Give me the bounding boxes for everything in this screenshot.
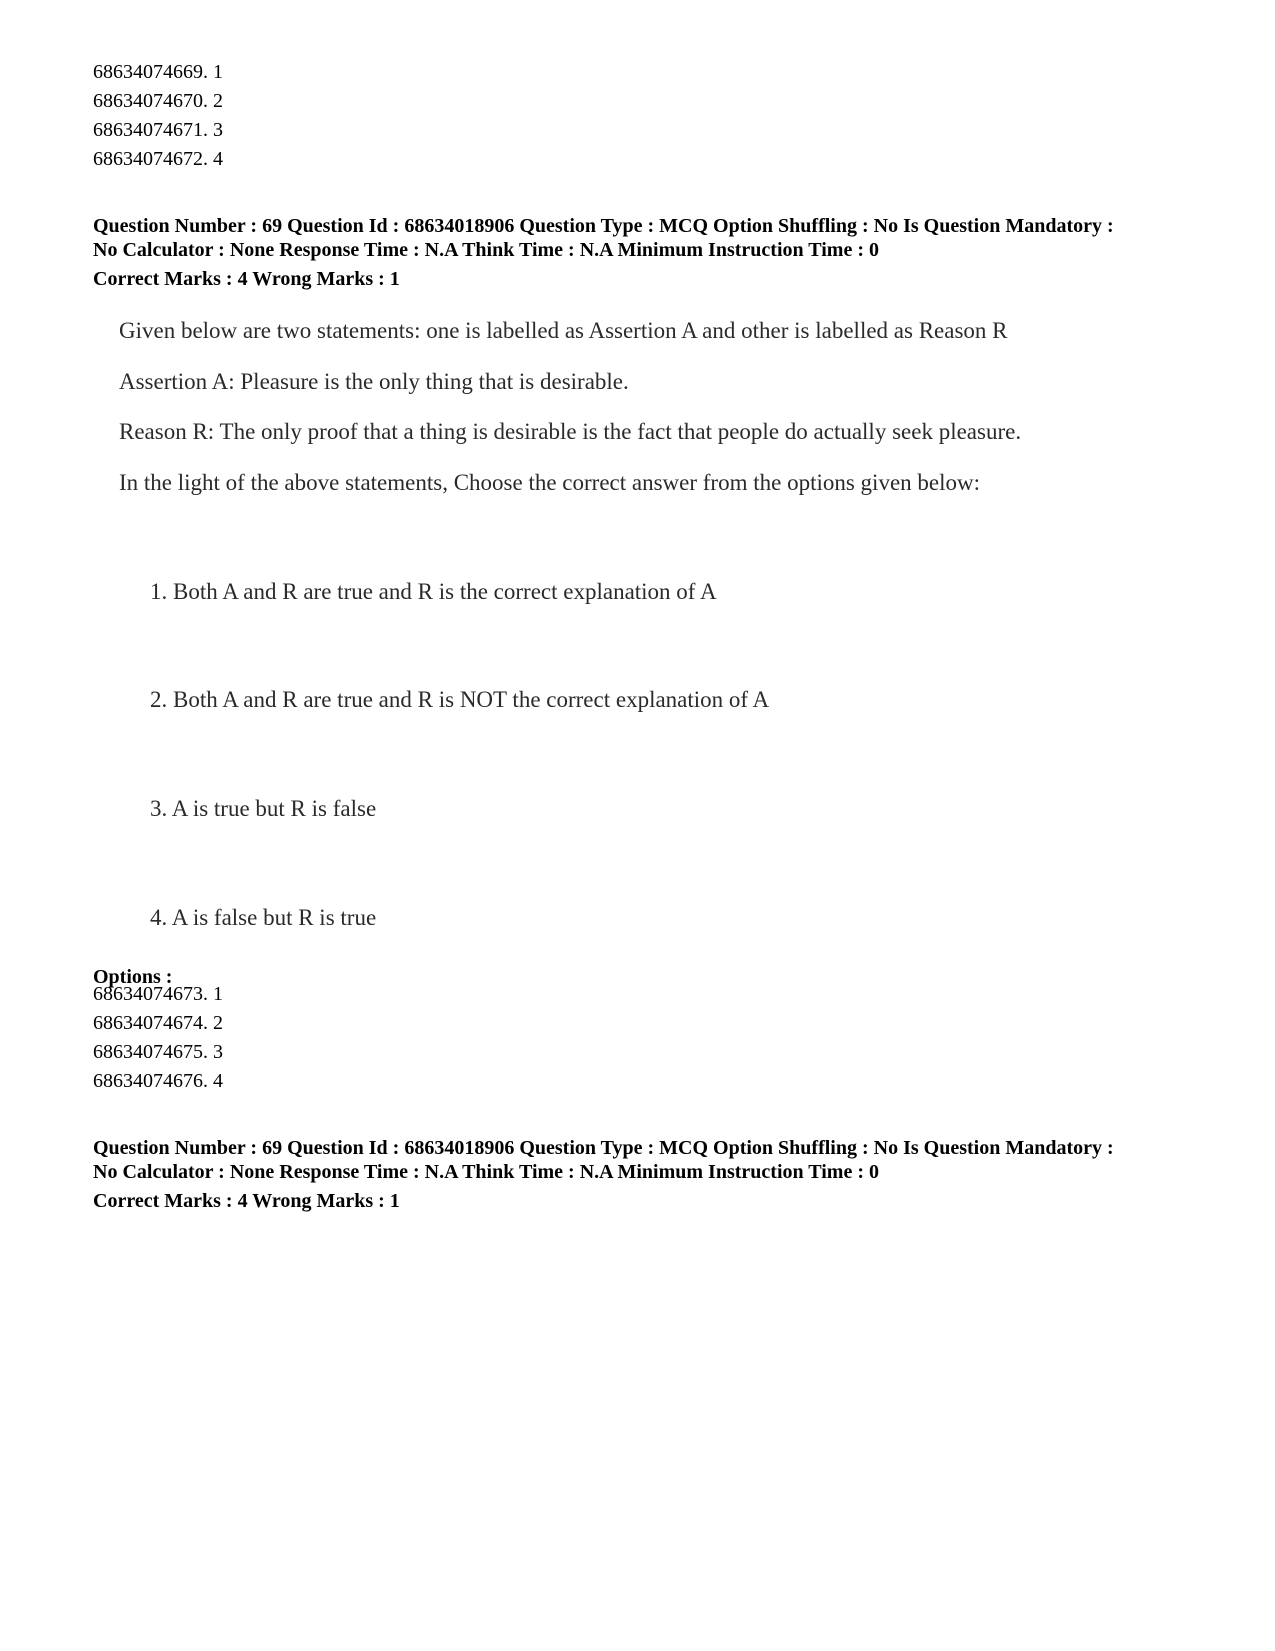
option-item: 68634074676. 4 [93,1070,223,1092]
option-item: 68634074673. 1 [93,983,223,1005]
option-item: 68634074675. 3 [93,1041,223,1063]
question-meta-line-1: Question Number : 69 Question Id : 68634018906 Question Type : MCQ Option Shuffling : No Is Question Mandatory : [93,215,1114,237]
question-instruction: In the light of the above statements, Choose the correct answer from the options given below: [119,470,980,495]
option-item: 68634074669. 1 [93,61,223,83]
answer-choice-3: 3. A is true but R is false [150,796,377,821]
question-marks: Correct Marks : 4 Wrong Marks : 1 [93,268,400,290]
options-list [93,980,223,1096]
question-intro: Given below are two statements: one is labelled as Assertion A and other is labelled as Reason R [119,318,1008,343]
question-meta-line-2: No Calculator : None Response Time : N.A Think Time : N.A Minimum Instruction Time : 0 [93,239,879,261]
reason-statement: Reason R: The only proof that a thing is desirable is the fact that people do actually seek pleasure. [119,419,1022,444]
option-item: 68634074671. 3 [93,119,223,141]
previous-options-list [93,58,223,174]
option-item: 68634074672. 4 [93,148,223,170]
options-label: Options : [93,966,173,988]
option-item: 68634074674. 2 [93,1012,223,1034]
next-question-marks: Correct Marks : 4 Wrong Marks : 1 [93,1190,400,1212]
next-question-meta-line-1: Question Number : 69 Question Id : 68634018906 Question Type : MCQ Option Shuffling : No Is Question Mandatory : [93,1137,1114,1159]
option-item: 68634074670. 2 [93,90,223,112]
question-metadata [93,214,1213,291]
answer-choice-4: 4. A is false but R is true [150,905,377,930]
answer-choice-2: 2. Both A and R are true and R is NOT the correct explanation of A [150,687,770,712]
assertion-statement: Assertion A: Pleasure is the only thing that is desirable. [119,369,629,394]
next-question-meta-line-2: No Calculator : None Response Time : N.A Think Time : N.A Minimum Instruction Time : 0 [93,1161,879,1183]
answer-choice-1: 1. Both A and R are true and R is the correct explanation of A [150,579,717,604]
next-question-metadata [93,1136,1213,1213]
